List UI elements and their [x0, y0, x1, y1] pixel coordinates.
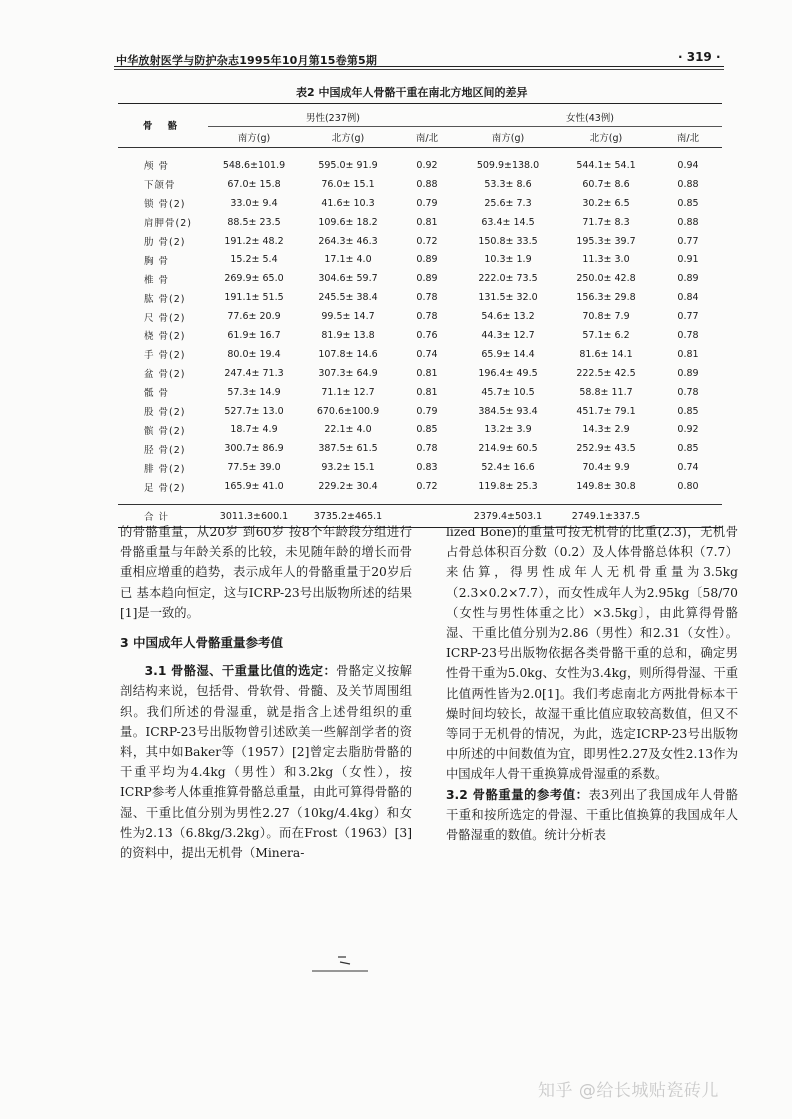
value-cell: 0.81 [677, 348, 699, 360]
total-value-cell: 3735.2±465.1 [300, 505, 396, 528]
section-3-1-paragraph [120, 661, 412, 863]
male-south-header: 南方(g) [237, 133, 271, 144]
table-row [118, 232, 722, 251]
value-cell: 61.9± 16.7 [227, 329, 281, 341]
journal-header: 中华放射医学与防护杂志1995年10月第15卷第5期 [116, 54, 378, 67]
value-cell: 195.3± 39.7 [576, 235, 636, 247]
value-cell: 387.5± 61.5 [318, 443, 378, 455]
value-cell: 57.1± 6.2 [582, 329, 630, 341]
table-row [118, 269, 722, 288]
table-row [118, 326, 722, 345]
bone-weight-table [118, 103, 722, 528]
bone-name-cell: 颅 骨 [144, 161, 170, 173]
value-cell: 196.4± 49.5 [478, 367, 538, 379]
value-cell: 0.72 [416, 235, 438, 247]
value-cell: 53.3± 8.6 [484, 178, 532, 190]
male-north-header: 北方(g) [331, 133, 365, 144]
bone-name-cell: 腓 骨(2) [144, 463, 186, 475]
value-cell: 41.6± 10.3 [321, 197, 375, 209]
male-ratio-header: 南/北 [415, 133, 439, 144]
value-cell: 0.91 [677, 254, 699, 266]
value-cell: 93.2± 15.1 [321, 462, 375, 474]
value-cell: 0.84 [677, 292, 699, 304]
value-cell: 0.92 [416, 159, 438, 171]
value-cell: 0.76 [416, 329, 438, 341]
value-cell: 81.9± 13.8 [321, 329, 375, 341]
table-caption: 表2 中国成年人骨骼干重在南北方地区间的差异 [296, 86, 528, 99]
right-column [446, 522, 738, 845]
value-cell: 45.7± 10.5 [481, 386, 535, 398]
value-cell: 76.0± 15.1 [321, 178, 375, 190]
bone-name-cell: 桡 骨(2) [144, 331, 186, 343]
value-cell: 0.78 [677, 386, 699, 398]
left-paragraph-1: 的骨骼重量，从20岁 到60岁 按8个年龄段分组进行骨骼重量与年龄关系的比较，未见随年龄的增长而骨重相应增重的趋势，表示成年人的骨骼重量于20岁后已 基本趋向恒定，这与ICRP-23号出版物所述的结果[1]是一致的。 [120, 525, 412, 620]
watermark: 知乎 @给长城贴瓷砖儿 [538, 1081, 719, 1101]
value-cell: 17.1± 4.0 [324, 254, 372, 266]
table-row [118, 402, 722, 421]
value-cell: 44.3± 12.7 [481, 329, 535, 341]
header-rule [114, 66, 724, 67]
value-cell: 0.85 [677, 405, 699, 417]
value-cell: 60.7± 8.6 [582, 178, 630, 190]
value-cell: 0.79 [416, 197, 438, 209]
value-cell: 0.80 [677, 481, 699, 493]
value-cell: 0.89 [677, 273, 699, 285]
value-cell: 595.0± 91.9 [318, 159, 378, 171]
value-cell: 304.6± 59.7 [318, 273, 378, 285]
table-row [118, 420, 722, 439]
value-cell: 0.88 [677, 216, 699, 228]
value-cell: 214.9± 60.5 [478, 443, 538, 455]
value-cell: 252.9± 43.5 [576, 443, 636, 455]
value-cell: 54.6± 13.2 [481, 311, 535, 323]
value-cell: 0.78 [677, 329, 699, 341]
value-cell: 0.77 [677, 235, 699, 247]
total-value-cell: 2749.1±337.5 [558, 505, 654, 528]
value-cell: 247.4± 71.3 [224, 367, 284, 379]
table-row [118, 345, 722, 364]
table-row [118, 288, 722, 307]
table-row [118, 250, 722, 269]
value-cell: 0.89 [416, 254, 438, 266]
value-cell: 70.8± 7.9 [582, 311, 630, 323]
value-cell: 250.0± 42.8 [576, 273, 636, 285]
value-cell: 670.6±100.9 [316, 405, 380, 417]
value-cell: 0.74 [677, 462, 699, 474]
table-row [118, 458, 722, 477]
total-value-cell: 3011.3±600.1 [208, 505, 300, 528]
value-cell: 70.4± 9.9 [582, 462, 630, 474]
table-row [118, 156, 722, 175]
bone-name-cell: 手 骨(2) [144, 350, 186, 362]
footer-ornament [310, 953, 370, 975]
value-cell: 548.6±101.9 [222, 159, 286, 171]
value-cell: 0.92 [677, 424, 699, 436]
value-cell: 0.94 [677, 159, 699, 171]
value-cell: 13.2± 3.9 [484, 424, 532, 436]
male-group-header: 男性(237例) [208, 104, 458, 127]
female-group-header: 女性(43例) [458, 104, 722, 127]
table-row [118, 477, 722, 496]
table-row [118, 307, 722, 326]
value-cell: 0.85 [677, 443, 699, 455]
bone-name-cell: 锁 骨(2) [144, 199, 186, 211]
value-cell: 269.9± 65.0 [224, 273, 284, 285]
value-cell: 81.6± 14.1 [579, 348, 633, 360]
table-row [118, 213, 722, 232]
value-cell: 509.9±138.0 [476, 159, 540, 171]
value-cell: 165.9± 41.0 [224, 481, 284, 493]
value-cell: 77.6± 20.9 [227, 311, 281, 323]
value-cell: 10.3± 1.9 [484, 254, 532, 266]
bone-name-cell: 肩胛骨(2) [144, 218, 192, 230]
value-cell: 451.7± 79.1 [576, 405, 636, 417]
value-cell: 131.5± 32.0 [478, 292, 538, 304]
value-cell: 0.81 [416, 386, 438, 398]
table-row [118, 439, 722, 458]
value-cell: 71.1± 12.7 [321, 386, 375, 398]
section-3-1-heading: 3.1 骨骼湿、干重量比值的选定： [144, 664, 337, 679]
female-north-header: 北方(g) [589, 133, 623, 144]
value-cell: 119.8± 25.3 [478, 481, 538, 493]
bone-name-cell: 盆 骨(2) [144, 369, 186, 381]
value-cell: 0.85 [416, 424, 438, 436]
section-3-2-paragraph [446, 785, 738, 846]
table-row [118, 364, 722, 383]
right-paragraph-1: lized Bone)的重量可按无机骨的比重(2.3)，无机骨占骨总体积百分数（0.2）及人体骨骼总体积（7.7）来估算，得男性成年人无机骨重量为3.5kg（2.3×0.2×7.7），而女性成年人为2.95kg〔58/70（女性与男性体重之比）×3.5kg〕，由此算得骨骼湿、干重比值分别为2.86（男性）和2.31（女性）。ICRP-23号出版物依据各类骨骼干重的总和，确定男性骨干重为5.0kg、女性为3.4kg，则所得骨湿、干重比值两性皆为2.0[1]。我们考虑南北方两批骨标本干燥时间均较长，故湿干重比值应取较高数值，但又不等同于无机骨的情况，为此，选定ICRP-23号出版物中所述的中间数值为宜，即男性2.27及女性2.13作为中国成年人骨干重换算成骨湿重的系数。 [446, 525, 738, 782]
value-cell: 149.8± 30.8 [576, 481, 636, 493]
bone-name-cell: 足 骨(2) [144, 482, 186, 494]
value-cell: 109.6± 18.2 [318, 216, 378, 228]
value-cell: 63.4± 14.5 [481, 216, 535, 228]
value-cell: 0.83 [416, 462, 438, 474]
value-cell: 245.5± 38.4 [318, 292, 378, 304]
section-3-1-text: 骨骼定义按解剖结构来说，包括骨、骨软骨、骨髓、及关节周围组织。我们所述的骨湿重，就是指含上述骨组织的重量。ICRP-23号出版物曾引述欧美一些解剖学者的资料，其中如Baker等（1957）[2]曾定去脂肪骨骼的干重平均为4.4kg（男性）和3.2kg（女性），按ICRP参考人体重推算骨骼总重量，由此可算得骨骼的湿、干重比值分别为男性2.27（10kg/4.4kg）和女性为2.13（6.8kg/3.2kg）。而在Frost（1963）[3]的资料中，提出无机骨（Minera- [120, 664, 412, 861]
value-cell: 229.2± 30.4 [318, 481, 378, 493]
value-cell: 18.7± 4.9 [230, 424, 278, 436]
value-cell: 14.3± 2.9 [582, 424, 630, 436]
value-cell: 222.0± 73.5 [478, 273, 538, 285]
value-cell: 0.78 [416, 311, 438, 323]
value-cell: 0.81 [416, 216, 438, 228]
bone-name-cell: 胫 骨(2) [144, 444, 186, 456]
bone-name-cell: 胸 骨 [144, 255, 170, 267]
bone-name-cell: 椎 骨 [144, 274, 170, 286]
value-cell: 99.5± 14.7 [321, 311, 375, 323]
value-cell: 264.3± 46.3 [318, 235, 378, 247]
bone-name-cell: 骶 骨 [144, 388, 170, 400]
value-cell: 65.9± 14.4 [481, 348, 535, 360]
value-cell: 71.7± 8.3 [582, 216, 630, 228]
value-cell: 300.7± 86.9 [224, 443, 284, 455]
value-cell: 58.8± 11.7 [579, 386, 633, 398]
value-cell: 0.79 [416, 405, 438, 417]
section-3-2-text: 表3列出了我国成年人骨骼干重和按所选定的骨湿、干重比值换算的我国成年人骨骼湿重的数值。统计分析表 [446, 787, 738, 843]
value-cell: 0.77 [677, 311, 699, 323]
value-cell: 191.2± 48.2 [224, 235, 284, 247]
value-cell: 88.5± 23.5 [227, 216, 281, 228]
value-cell: 0.88 [416, 178, 438, 190]
total-label-cell: 合 计 [118, 505, 208, 528]
bone-name-cell: 尺 骨(2) [144, 312, 186, 324]
bone-name-cell: 肱 骨(2) [144, 293, 186, 305]
value-cell: 150.8± 33.5 [478, 235, 538, 247]
value-cell: 384.5± 93.4 [478, 405, 538, 417]
table-row [118, 194, 722, 213]
value-cell: 77.5± 39.0 [227, 462, 281, 474]
header-rule-thin [114, 69, 724, 70]
value-cell: 0.81 [416, 367, 438, 379]
page-number: · 319 · [678, 50, 721, 64]
value-cell: 107.8± 14.6 [318, 348, 378, 360]
value-cell: 33.0± 9.4 [230, 197, 278, 209]
left-column [120, 522, 412, 863]
section-3-title: 3 中国成年人骨骼重量参考值 [120, 635, 284, 651]
value-cell: 30.2± 6.5 [582, 197, 630, 209]
table-row [118, 383, 722, 402]
value-cell: 544.1± 54.1 [576, 159, 636, 171]
bone-name-cell: 肋 骨(2) [144, 237, 186, 248]
value-cell: 15.2± 5.4 [230, 254, 278, 266]
bone-name-cell: 髌 骨(2) [144, 425, 186, 437]
section-3-2-heading: 3.2 骨骼重量的参考值： [446, 787, 589, 802]
female-ratio-header: 南/北 [676, 133, 700, 144]
bone-name-cell: 下颌骨 [144, 180, 176, 192]
value-cell: 52.4± 16.6 [481, 462, 535, 474]
value-cell: 0.89 [677, 367, 699, 379]
total-value-cell: 2379.4±503.1 [458, 505, 558, 528]
bone-column-header: 骨 骼 [118, 104, 208, 148]
value-cell: 57.3± 14.9 [227, 386, 281, 398]
table-row [118, 175, 722, 194]
value-cell: 0.88 [677, 178, 699, 190]
value-cell: 11.3± 3.0 [582, 254, 630, 266]
value-cell: 80.0± 19.4 [227, 348, 281, 360]
bone-name-cell: 股 骨(2) [144, 407, 186, 419]
value-cell: 527.7± 13.0 [224, 405, 284, 417]
value-cell: 222.5± 42.5 [576, 367, 636, 379]
value-cell: 156.3± 29.8 [576, 292, 636, 304]
value-cell: 191.1± 51.5 [224, 292, 284, 304]
value-cell: 0.78 [416, 443, 438, 455]
value-cell: 0.85 [677, 197, 699, 209]
data-table [118, 103, 722, 528]
female-south-header: 南方(g) [491, 133, 525, 144]
value-cell: 22.1± 4.0 [324, 424, 372, 436]
value-cell: 0.78 [416, 292, 438, 304]
value-cell: 67.0± 15.8 [227, 178, 281, 190]
value-cell: 25.6± 7.3 [484, 197, 532, 209]
value-cell: 307.3± 64.9 [318, 367, 378, 379]
value-cell: 0.72 [416, 481, 438, 493]
value-cell: 0.89 [416, 273, 438, 285]
value-cell: 0.74 [416, 348, 438, 360]
